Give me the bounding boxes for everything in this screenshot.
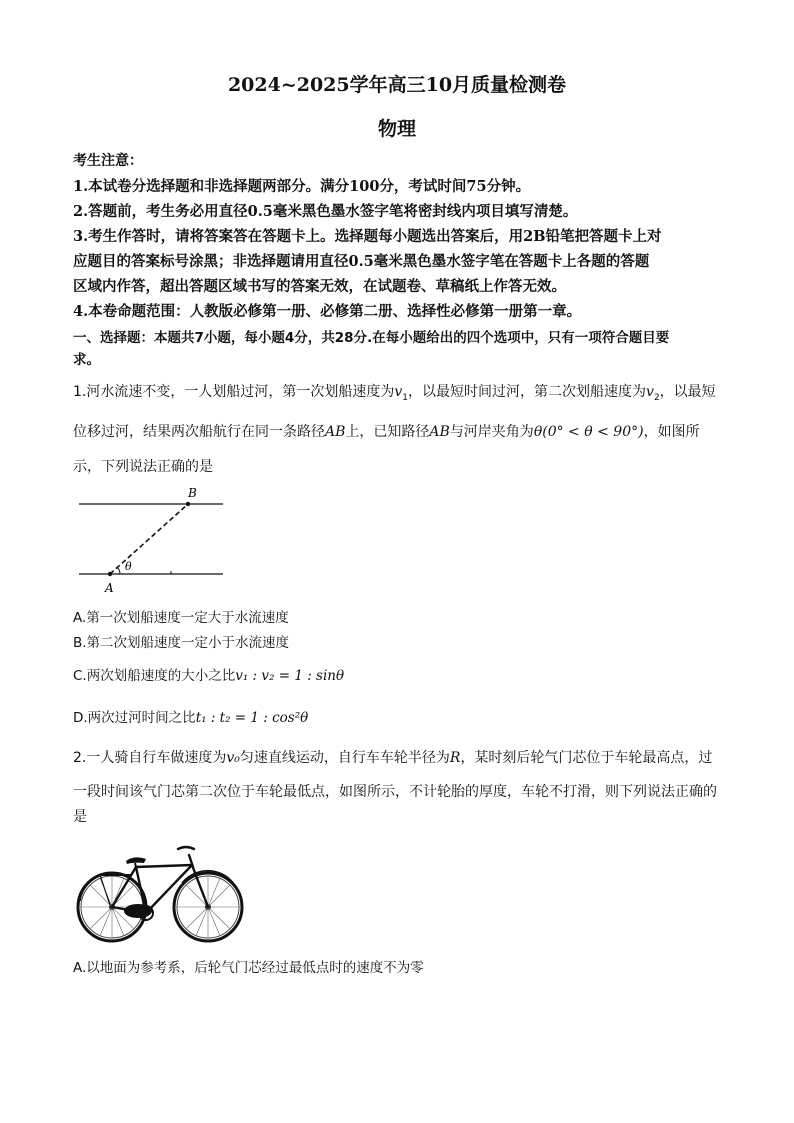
point-B-label: B xyxy=(188,486,197,500)
q2-line-2: 一段时间该气门芯第二次位于车轮最低点，如图所示，不计轮胎的厚度，车轮不打滑，则下列说法正确的 xyxy=(73,784,717,800)
q1-line-2: 位移过河，结果两次船航行在同一条路径AB上，已知路径AB与河岸夹角为θ(0° < θ < 90°)，如图所 xyxy=(73,424,700,440)
theta-label: θ xyxy=(125,560,132,573)
q2-line-3: 是 xyxy=(73,809,87,825)
notice-item-2: 2.答题前，考生务必用直径0.5毫米黑色墨水签字笔将密封线内项目填写清楚。 xyxy=(73,203,578,220)
section-heading-cont: 求。 xyxy=(73,352,100,368)
q1-option-a: A.第一次划船速度一定大于水流速度 xyxy=(73,610,289,626)
q2-line-1: 2.一人骑自行车做速度为v₀匀速直线运动，自行车车轮半径为R，某时刻后轮气门芯位于车轮最高点，过 xyxy=(73,750,713,766)
q1-line-3: 示，下列说法正确的是 xyxy=(73,459,213,475)
notice-item-3: 3.考生作答时，请将答案答在答题卡上。选择题每小题选出答案后，用2B铅笔把答题卡上对 xyxy=(73,228,662,245)
notice-item-4: 4.本卷命题范围：人教版必修第一册、必修第二册、选择性必修第一册第一章。 xyxy=(73,303,582,320)
q1-option-d: D.两次过河时间之比t₁ : t₂ = 1 : cos²θ xyxy=(73,710,309,726)
notice-heading: 考生注意： xyxy=(73,153,143,169)
q1-option-c: C.两次划船速度的大小之比v₁ : v₂ = 1 : sinθ xyxy=(73,668,345,684)
subject-title: 物理 xyxy=(377,118,416,140)
point-A-label: A xyxy=(105,581,114,595)
bicycle-image xyxy=(74,835,249,945)
notice-item-3-cont: 应题目的答案标号涂黑；非选择题请用直径0.5毫米黑色墨水签字笔在答题卡上各题的答题 xyxy=(73,253,650,270)
notice-item-1: 1.本试卷分选择题和非选择题两部分。满分100分，考试时间75分钟。 xyxy=(73,178,531,195)
notice-item-3-cont2: 区域内作答，超出答题区域书写的答案无效，在试题卷、草稿纸上作答无效。 xyxy=(73,278,566,295)
river-diagram xyxy=(75,482,235,597)
q1-option-b: B.第二次划船速度一定小于水流速度 xyxy=(73,635,290,651)
q2-option-a: A.以地面为参考系，后轮气门芯经过最低点时的速度不为零 xyxy=(73,960,424,976)
section-heading: 一、选择题：本题共7小题，每小题4分，共28分.在每小题给出的四个选项中，只有一项符合题目要 xyxy=(73,330,670,346)
q1-line-1: 1.河水流速不变，一人划船过河，第一次划船速度为$v_1$，以最短时间过河，第二次划船速度为$v_2$，以最短 xyxy=(73,384,716,403)
exam-title: 2024~2025学年高三10月质量检测卷 xyxy=(227,74,567,96)
